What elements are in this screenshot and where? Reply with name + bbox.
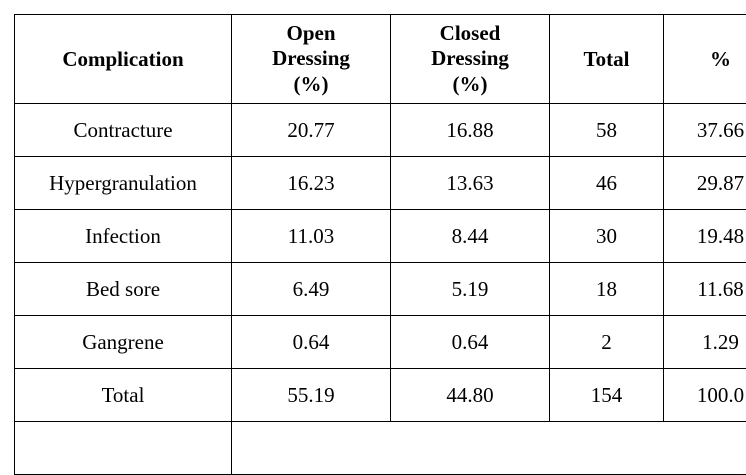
cell-percent: 29.87 — [664, 157, 746, 210]
table-body — [15, 104, 746, 475]
table-header — [15, 15, 746, 104]
spacer-cell-percent — [664, 422, 746, 475]
table-row-total — [15, 369, 746, 422]
cell-total: 2 — [550, 316, 664, 369]
spacer-cell-left — [15, 422, 232, 475]
cell-complication: Contracture — [15, 104, 232, 157]
cell-open-dressing: 55.19 — [232, 369, 391, 422]
cell-total: 58 — [550, 104, 664, 157]
table-bottom-spacer — [15, 422, 746, 475]
spacer-cell-total — [550, 422, 664, 475]
column-header-open-dressing — [232, 15, 391, 72]
table-row — [15, 210, 746, 263]
cell-open-dressing: 11.03 — [232, 210, 391, 263]
column-header-closed-dressing-line1: Closed — [395, 21, 545, 46]
cell-complication: Gangrene — [15, 316, 232, 369]
cell-closed-dressing: 0.64 — [391, 316, 550, 369]
column-header-closed-dressing-unit: (%) — [391, 71, 550, 104]
spacer-cell-closed — [391, 422, 550, 475]
cell-closed-dressing: 44.80 — [391, 369, 550, 422]
column-header-open-dressing-line1: Open — [236, 21, 386, 46]
table-row — [15, 263, 746, 316]
cell-total: 154 — [550, 369, 664, 422]
cell-complication: Bed sore — [15, 263, 232, 316]
complications-table-container — [14, 14, 732, 475]
spacer-cell-open — [232, 422, 391, 475]
cell-percent: 37.66 — [664, 104, 746, 157]
column-header-complication: Complication — [15, 15, 232, 104]
column-header-open-dressing-line2: Dressing — [236, 46, 386, 71]
table-row — [15, 104, 746, 157]
table-row — [15, 316, 746, 369]
cell-percent: 1.29 — [664, 316, 746, 369]
column-header-closed-dressing — [391, 15, 550, 72]
cell-open-dressing: 6.49 — [232, 263, 391, 316]
column-header-open-dressing-unit: (%) — [232, 71, 391, 104]
cell-total: 46 — [550, 157, 664, 210]
column-header-percent: % — [664, 15, 746, 104]
cell-total: 30 — [550, 210, 664, 263]
cell-open-dressing: 20.77 — [232, 104, 391, 157]
cell-complication: Total — [15, 369, 232, 422]
cell-open-dressing: 16.23 — [232, 157, 391, 210]
cell-percent: 11.68 — [664, 263, 746, 316]
cell-closed-dressing: 5.19 — [391, 263, 550, 316]
cell-closed-dressing: 13.63 — [391, 157, 550, 210]
cell-total: 18 — [550, 263, 664, 316]
table-row — [15, 157, 746, 210]
cell-percent: 19.48 — [664, 210, 746, 263]
table-header-row — [15, 15, 746, 72]
cell-open-dressing: 0.64 — [232, 316, 391, 369]
cell-closed-dressing: 16.88 — [391, 104, 550, 157]
cell-complication: Hypergranulation — [15, 157, 232, 210]
cell-complication: Infection — [15, 210, 232, 263]
complications-table — [14, 14, 746, 475]
column-header-closed-dressing-line2: Dressing — [395, 46, 545, 71]
cell-closed-dressing: 8.44 — [391, 210, 550, 263]
cell-percent: 100.0 — [664, 369, 746, 422]
column-header-total: Total — [550, 15, 664, 104]
